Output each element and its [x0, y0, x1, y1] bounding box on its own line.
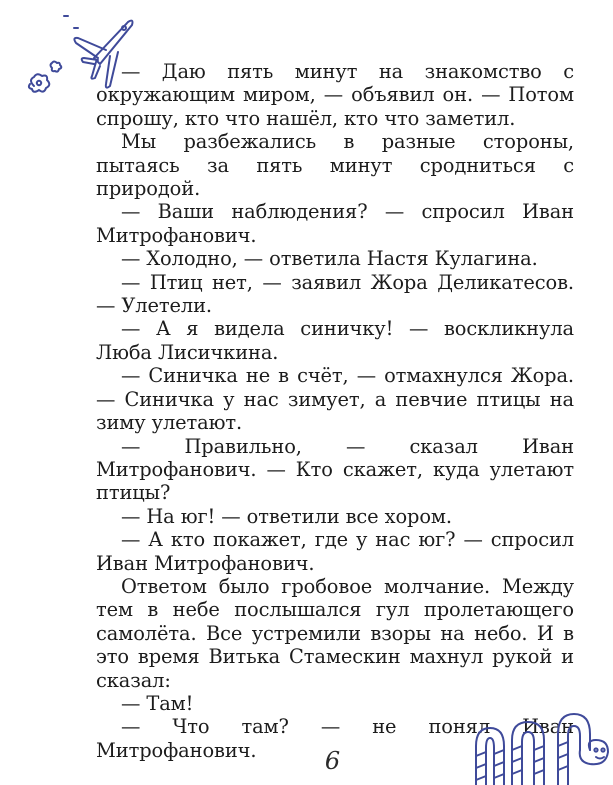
- paragraph: — А я видела синичку! — воскликнула Люба Лисичкина.: [96, 317, 574, 364]
- paragraph: — Ваши наблюдения? — спросил Иван Митрофанович.: [96, 200, 574, 247]
- paragraph: — На юг! — ответили все хором.: [121, 504, 452, 528]
- paragraph: — Даю пять минут на знакомство с окружающим миром, — объявил он. — Потом спрошу, кто что нашёл, кто что заметил.: [96, 60, 574, 130]
- paragraph: — А кто покажет, где у нас юг? — спросил Иван Митрофанович.: [96, 528, 574, 575]
- worms-doodle-icon: [462, 700, 613, 785]
- story-text: [96, 60, 574, 762]
- paragraph: Мы разбежались в разные стороны, пытаясь за пять минут сродниться с природой.: [96, 130, 574, 201]
- paragraph: Ответом было гробовое молчание. Между тем в небе послышался гул пролетающего самолёта. Все устремили взоры на небо. И в это время Витька Стамескин махнул рукой и сказал:: [96, 574, 574, 692]
- paragraph: — Холодно, — ответила Настя Кулагина.: [121, 247, 538, 271]
- paragraph: — Птиц нет, — заявил Жора Деликатесов. — Улетели.: [96, 270, 574, 318]
- page-number-label: 6: [324, 747, 341, 775]
- paragraph: — Синичка не в счёт, — отмахнулся Жора. — Синичка у нас зимует, а певчие птицы на зиму улетают.: [96, 364, 574, 435]
- paragraph: — Там!: [121, 691, 194, 715]
- paragraph: — Что там? — не понял Иван Митрофанович.: [96, 715, 574, 762]
- paragraph: — Правильно, — сказал Иван Митрофанович. — Кто скажет, куда улетают птицы?: [96, 434, 574, 505]
